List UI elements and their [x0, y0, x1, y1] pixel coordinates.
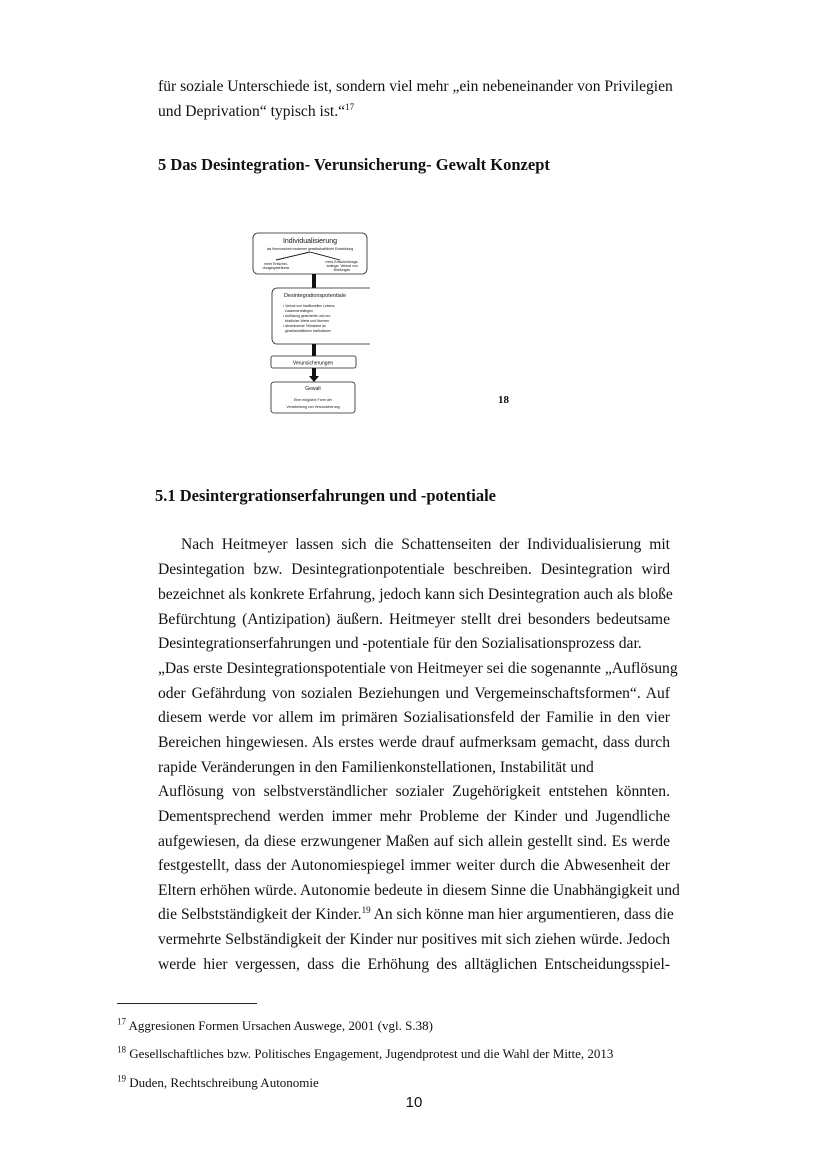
body-line-9: Bereichen hingewiesen. Als erstes werde drauf aufmerksam gemacht, dass durch	[158, 734, 670, 751]
body-line-11: Auflösung von selbstverständlicher sozialer Zugehörigkeit entstehen könnten.	[158, 783, 670, 800]
body-line-13: aufgewiesen, da diese erzwungener Maßen auf sich allein gestellt sind. Es werde	[158, 833, 670, 850]
branch-right-line-2: zwänge, Verlust von	[326, 264, 358, 268]
body-line-18: werde hier vergessen, dass die Erhöhung des alltäglichen Entscheidungsspiel-	[158, 956, 670, 973]
branch-right-line-3: Bindungen	[333, 268, 351, 272]
box2-item-6: gesellschaftlichen Institutionen	[285, 329, 331, 333]
box2-item-4: bindlicher Werte und Normen	[285, 319, 330, 323]
branch-left-line-1: mehr Entschei-	[264, 262, 288, 266]
intro-line-2-text: und Deprivation“ typisch ist.“	[158, 103, 346, 120]
box1-title: Individualisierung	[282, 238, 338, 245]
box2-item-3: • Auflösung gesicherter und ver-	[283, 314, 332, 318]
footnote-19	[117, 1075, 319, 1091]
box2-item-2: zusammenhängen	[285, 309, 313, 313]
body-line-12: Dementsprechend werden immer mehr Probleme der Kinder und Jugendliche	[158, 808, 670, 825]
box2-item-1: • Verlust von traditionellen Lebens-	[283, 304, 336, 308]
intro-line-2	[158, 103, 670, 121]
connector-1	[312, 274, 316, 288]
box2-title: Desintegrationspotentiale	[283, 293, 347, 299]
concept-diagram	[250, 228, 370, 418]
body-line-10: rapide Veränderungen in den Familienkonstellationen, Instabilität und	[158, 759, 594, 776]
page-number: 10	[405, 1094, 423, 1111]
body-line-15: Eltern erhöhen würde. Autonomie bedeute in diesem Sinne die Unabhängigkeit und	[158, 882, 680, 899]
connector-2	[312, 344, 316, 356]
section-5-heading: 5 Das Desintegration- Verunsicherung- Gewalt Konzept	[158, 155, 550, 174]
box3-title: Verunsicherungen	[292, 360, 334, 367]
branch-left-line-2: dungsspielräume	[262, 266, 290, 270]
footnote-18-number: 18	[117, 1044, 126, 1055]
footnote-ref-17: 17	[345, 101, 355, 112]
body-line-4: Befürchtung (Antizipation) äußern. Heitmeyer stellt drei besonders bedeutsame	[158, 611, 670, 628]
footnote-separator	[117, 1003, 257, 1004]
footnote-17-number: 17	[117, 1016, 126, 1027]
body-line-5: Desintegrationserfahrungen und -potentiale für den Sozialisationsprozess dar.	[158, 635, 642, 652]
arrow-head	[309, 376, 319, 382]
box4-title: Gewalt	[305, 386, 321, 392]
box2-item-5: • abnehmende Teilnahme an	[283, 324, 326, 328]
footnote-19-text: Duden, Rechtschreibung Autonomie	[129, 1075, 319, 1090]
body-line-1: Nach Heitmeyer lassen sich die Schattenseiten der Individualisierung mit	[181, 536, 670, 553]
body-line-6: „Das erste Desintegrationspotentiale von Heitmeyer sei die sogenannte „Auflösung	[158, 660, 678, 677]
body-line-16-a: die Selbstständigkeit der Kinder.	[158, 906, 362, 923]
intro-line-1: für soziale Unterschiede ist, sondern viel mehr „ein nebeneinander von Privilegien	[158, 78, 673, 95]
footnote-17	[117, 1018, 433, 1034]
body-line-14: festgestellt, dass der Autonomiespiegel immer weiter durch die Abwesenheit der	[158, 857, 670, 874]
connector-3	[312, 368, 316, 377]
body-line-7: oder Gefährdung von sozialen Beziehungen und Vergemeinschaftsformen“. Auf	[158, 685, 670, 702]
box4-line-1: Eine mögliche Form der	[293, 398, 333, 402]
body-line-2: Desintegation bzw. Desintegrationpotentiale beschreiben. Desintegration wird	[158, 561, 670, 578]
footnote-17-text: Aggresionen Formen Ursachen Auswege, 2001 (vgl. S.38)	[128, 1018, 433, 1033]
figure-footnote-marker: 18	[498, 394, 509, 406]
footnote-18-text: Gesellschaftliches bzw. Politisches Engagement, Jugendprotest und die Wahl der Mitte, 2013	[129, 1046, 614, 1061]
box4-line-2: Verarbeitung von Verunsicherung	[286, 405, 340, 409]
box1-subtitle: als Kennzeichen moderner gesellschaftlicher Entwicklung	[266, 247, 354, 251]
branch-right-line-1: mehr Entscheidungs-	[325, 260, 359, 264]
body-line-16-b: An sich könne man hier argumentieren, dass die	[370, 906, 674, 923]
footnote-18	[117, 1046, 613, 1062]
body-line-8: diesem werde vor allem im primären Sozialisationsfeld der Familie in den vier	[158, 709, 670, 726]
body-line-17: vermehrte Selbständigkeit der Kinder nur positives mit sich ziehen würde. Jedoch	[158, 931, 670, 948]
section-5-1-heading: 5.1 Desintergrationserfahrungen und -potentiale	[155, 486, 496, 505]
footnote-19-number: 19	[117, 1073, 126, 1084]
footnote-ref-19: 19	[361, 904, 371, 915]
body-line-16	[158, 904, 674, 924]
body-line-3: bezeichnet als konkrete Erfahrung, jedoch kann sich Desintegration auch als bloße	[158, 586, 673, 603]
